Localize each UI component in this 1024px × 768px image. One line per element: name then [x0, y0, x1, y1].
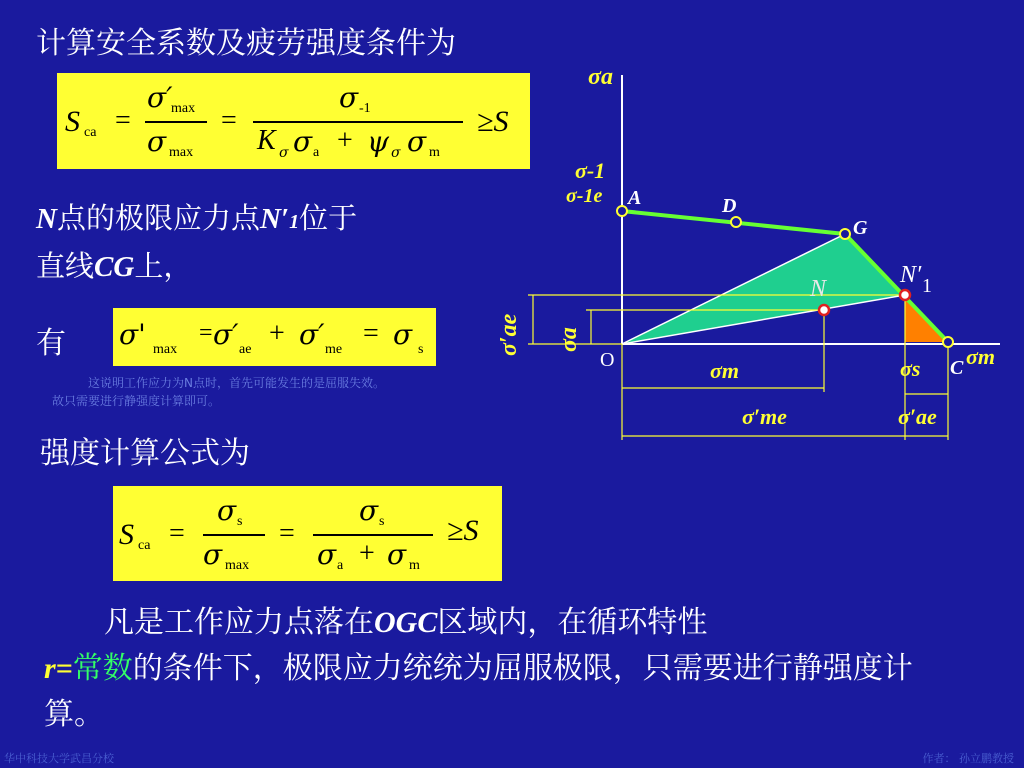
- formula3-eq1: =: [169, 518, 185, 549]
- note-line2: 故只需要进行静强度计算即可。: [52, 394, 221, 408]
- n-line2-a: 直线: [36, 249, 95, 283]
- point-G: [840, 229, 850, 239]
- para-r: r=: [44, 652, 73, 685]
- point-D: [731, 217, 741, 227]
- formula2-s2: σ′: [213, 318, 239, 351]
- n-text1: 点的极限应力点: [56, 201, 260, 235]
- formula1-den2-s2: σ: [407, 125, 427, 158]
- formula3-den2-plus: +: [359, 538, 375, 569]
- fatigue-limit-diagram: [480, 60, 1024, 460]
- label-sigma-m-axis: σm: [966, 344, 995, 369]
- formula1-lhs: S: [65, 105, 80, 138]
- label-N1-sub: 1: [922, 275, 932, 297]
- formula3-num2-sub: s: [379, 514, 385, 529]
- label-sigma-neg1e: σ-1e: [566, 185, 603, 207]
- footer-author: 作者： 孙立鹏教授: [922, 752, 1014, 765]
- label-A: A: [628, 187, 642, 209]
- formula2-eq2: =: [363, 318, 379, 349]
- formula1-den2-k: K: [257, 125, 276, 156]
- formula-static-strength-box: [113, 486, 502, 581]
- formula1-den2-ksub: σ: [279, 145, 289, 161]
- formula1-den1: σ: [147, 125, 167, 158]
- yield-note: [52, 374, 385, 410]
- label-N1: N′: [900, 262, 922, 288]
- point-C: [943, 337, 953, 347]
- cg-label: CG: [94, 251, 135, 283]
- formula1-den2-s1sub: a: [313, 145, 320, 160]
- formula2-s1sub: max: [153, 342, 178, 357]
- n-label: N: [36, 203, 57, 235]
- formula1-num2: σ: [339, 81, 359, 114]
- formula2-s2sub: ae: [239, 342, 252, 357]
- point-A: [617, 206, 627, 216]
- formula3-num2: σ: [359, 494, 379, 527]
- formula1-lhs-sub: ca: [84, 125, 97, 140]
- formula1-eq1: =: [115, 105, 131, 136]
- formula2-s3: σ′: [299, 318, 325, 351]
- formula1-frac1-bar: [145, 121, 207, 123]
- formula1-den1-sub: max: [169, 145, 194, 160]
- formula3-frac1-bar: [203, 534, 265, 536]
- n-point-statement: [36, 196, 357, 289]
- formula3-rhs: ≥S: [447, 514, 479, 547]
- para-indent: [44, 605, 104, 640]
- n1-sub: 1: [289, 211, 300, 233]
- formula2-plus: +: [269, 318, 285, 349]
- para-a: 凡是工作应力点落在: [104, 605, 374, 640]
- formula1-den2-plus: +: [337, 125, 353, 156]
- formula1-den2-s2sub: m: [429, 145, 440, 160]
- strength-formula-title: 强度计算公式为: [40, 436, 250, 471]
- formula1-rhs: ≥S: [477, 105, 509, 138]
- formula-safety-factor-box: [57, 73, 530, 169]
- label-D: D: [722, 195, 737, 217]
- label-G: G: [853, 217, 868, 239]
- note-line1: 这说明工作应力为N点时，首先可能发生的是屈服失效。: [88, 376, 385, 390]
- n-line2-b: 上，: [134, 249, 193, 283]
- formula2-s1: σ': [119, 318, 146, 351]
- formula3-lhs: S: [119, 518, 134, 551]
- formula3-den2-m: σ: [387, 538, 407, 571]
- label-sigma-a: σa: [556, 327, 582, 352]
- formula1-num2-sub: -1: [359, 101, 371, 116]
- formula3-den2-asub: a: [337, 558, 344, 573]
- formula2-s4: σ: [393, 318, 413, 351]
- formula2-eq1: =: [199, 320, 213, 346]
- formula1-num1-sub: max: [171, 101, 196, 116]
- formula3-eq2: =: [279, 518, 295, 549]
- formula3-den2-a: σ: [317, 538, 337, 571]
- formula2-s3sub: me: [325, 342, 343, 357]
- formula3-den2-msub: m: [409, 558, 420, 573]
- point-N1: [900, 290, 910, 300]
- formula3-num1: σ: [217, 494, 237, 527]
- page-title: 计算安全系数及疲劳强度条件为: [36, 26, 456, 61]
- n-text2: 位于: [299, 201, 358, 235]
- n1-label: N′: [259, 203, 290, 235]
- formula1-den2-psi: ψ: [367, 125, 389, 158]
- formula-stress-sum-box: [113, 308, 436, 366]
- label-sigma-neg1: σ-1: [575, 158, 606, 183]
- you-label: 有: [36, 326, 66, 361]
- formula3-den1: σ: [203, 538, 223, 571]
- label-sigma-m: σm: [710, 358, 739, 383]
- formula3-frac2-bar: [313, 534, 433, 536]
- formula3-lhs-sub: ca: [138, 538, 151, 553]
- formula1-eq2: =: [221, 105, 237, 136]
- formula3-num1-sub: s: [237, 514, 243, 529]
- label-sigma-a-axis: σa: [588, 64, 613, 90]
- formula1-num1: σ′: [147, 81, 173, 114]
- para-b: 区域内，在循环特性: [437, 605, 708, 640]
- point-N: [819, 305, 829, 315]
- label-sigma-ae-prime: σ′ae: [496, 313, 522, 356]
- formula2-s4sub: s: [418, 342, 424, 357]
- label-C: C: [950, 357, 964, 379]
- para-const: 常数: [72, 651, 133, 686]
- label-sigma-ae-prime-bottom: σ′ae: [898, 404, 937, 429]
- formula1-den2-s1: σ: [293, 125, 313, 158]
- conclusion-paragraph: [44, 600, 944, 738]
- formula1-frac2-bar: [253, 121, 463, 123]
- formula1-den2-psisub: σ: [391, 145, 401, 161]
- label-O: O: [600, 349, 615, 371]
- footer-school: 华中科技大学武昌分校: [4, 752, 114, 765]
- para-ogc: OGC: [374, 606, 438, 639]
- para-c: 的条件下，极限应力统统为屈服极限，只需要进行静强度计算。: [44, 651, 913, 732]
- label-N: N: [810, 276, 827, 302]
- label-sigma-me-prime: σ′me: [742, 404, 787, 429]
- label-sigma-s: σs: [900, 356, 921, 381]
- formula3-den1-sub: max: [225, 558, 250, 573]
